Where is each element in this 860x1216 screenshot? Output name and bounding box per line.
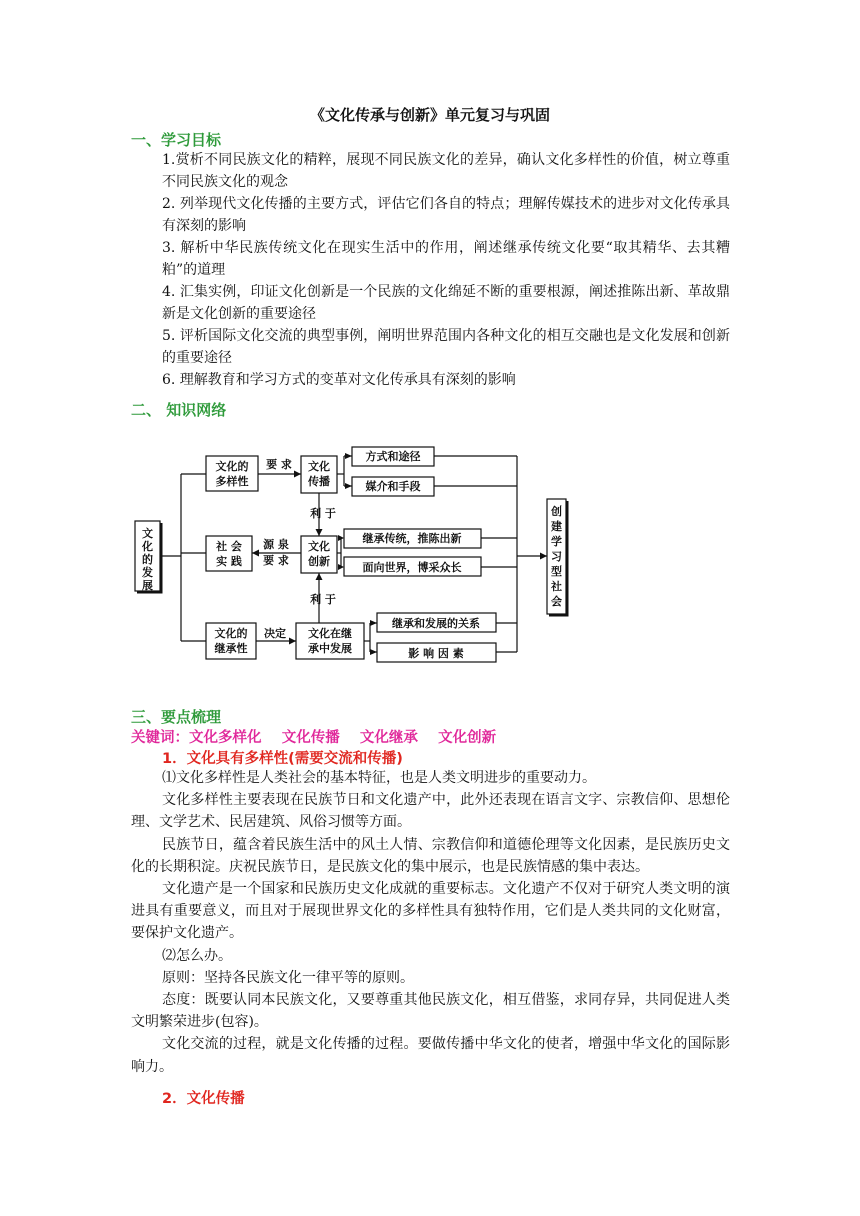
knowledge-network-diagram bbox=[134, 437, 574, 665]
label-tradition: 继承传统，推陈出新 bbox=[362, 532, 462, 545]
develop-line1: 文化在继 bbox=[308, 627, 352, 640]
document-title: 《文化传承与创新》单元复习与巩固 bbox=[309, 106, 550, 124]
spread-line2: 传播 bbox=[308, 475, 330, 488]
innovate-line2: 创新 bbox=[308, 555, 330, 568]
label-factor: 影 响 因 素 bbox=[408, 647, 464, 660]
label-decide: 决定 bbox=[264, 627, 286, 640]
right-char: 建 bbox=[551, 520, 562, 533]
key-points-body bbox=[131, 767, 730, 1078]
left-char: 展 bbox=[142, 579, 153, 592]
subheading-spread: 2．文化传播 bbox=[162, 1091, 245, 1107]
paragraph: 原则：坚持各民族文化一律平等的原则。 bbox=[162, 969, 414, 986]
paragraph: 文化多样性主要表现在民族节日和文化遗产中，此外还表现在语言文字、宗教信仰、思想伦理、文学艺术、民居建筑、风俗习惯等方面。 bbox=[131, 792, 730, 831]
paragraph: 民族节日，蕴含着民族生活中的风土人情、宗教信仰和道德伦理等文化因素，是民族历史文化的长期积淀。庆祝民族节日，是民族文化的集中展示，也是民族情感的集中表达。 bbox=[131, 836, 730, 875]
spread-line1: 文化 bbox=[308, 460, 330, 473]
subheading-diversity: 1．文化具有多样性(需要交流和传播) bbox=[162, 751, 403, 767]
label-source: 源 泉 bbox=[263, 538, 289, 551]
goal-item: 6. 理解教育和学习方式的变革对文化传承具有深刻的影响 bbox=[162, 372, 516, 388]
innovate-line1: 文化 bbox=[308, 540, 330, 553]
left-char: 文 bbox=[142, 527, 153, 540]
label-require: 要 求 bbox=[266, 458, 292, 471]
right-char: 会 bbox=[551, 595, 562, 608]
section-heading-key-points: 三、要点梳理 bbox=[131, 708, 222, 726]
left-char: 的 bbox=[142, 553, 153, 566]
right-char: 型 bbox=[551, 565, 562, 578]
paragraph: ⑵怎么办。 bbox=[162, 947, 232, 964]
paragraph: ⑴文化多样性是人类社会的基本特征，也是人类文明进步的重要动力。 bbox=[162, 770, 596, 786]
inherit-line1: 文化的 bbox=[214, 627, 248, 640]
paragraph: 文化交流的过程，就是文化传播的过程。要做传播中华文化的使者，增强中华文化的国际影响力。 bbox=[131, 1036, 730, 1075]
inherit-line2: 继承性 bbox=[214, 642, 248, 655]
goal-item: 1.赏析不同民族文化的精粹，展现不同民族文化的差异，确认文化多样性的价值，树立尊重不同民族文化的观念 bbox=[162, 152, 730, 190]
label-relation: 继承和发展的关系 bbox=[392, 617, 480, 630]
keywords-line: 关键词：文化多样化 文化传播 文化继承 文化创新 bbox=[131, 730, 497, 746]
diversity-line2: 多样性 bbox=[215, 475, 249, 488]
label-benefit-top: 利 于 bbox=[310, 507, 336, 520]
right-char: 创 bbox=[551, 505, 562, 518]
paragraph: 文化遗产是一个国家和民族历史文化成就的重要标志。文化遗产不仅对于研究人类文明的演进具有重要意义，而且对于展现世界文化的多样性具有独特作用，它们是人类共同的文化财富，要保护文化遗产。 bbox=[131, 881, 730, 942]
paragraph: 态度：既要认同本民族文化，又要尊重其他民族文化，相互借鉴，求同存异，共同促进人类文明繁荣进步(包容)。 bbox=[131, 992, 730, 1031]
label-way: 方式和途径 bbox=[365, 450, 421, 463]
label-benefit-bottom: 利 于 bbox=[310, 593, 336, 606]
right-char: 习 bbox=[551, 550, 562, 563]
goal-item: 4. 汇集实例，印证文化创新是一个民族的文化绵延不断的重要根源，阐述推陈出新、革故鼎新是文化创新的重要途径 bbox=[162, 284, 730, 322]
practice-line1: 社 会 bbox=[216, 540, 242, 553]
section-heading-network: 二、 知识网络 bbox=[131, 401, 227, 419]
right-char: 学 bbox=[551, 535, 562, 548]
goal-item: 5. 评析国际文化交流的典型事例，阐明世界范围内各种文化的相互交融也是文化发展和创新的重要途径 bbox=[162, 328, 730, 366]
left-char: 化 bbox=[142, 540, 153, 553]
goal-item: 3. 解析中华民族传统文化在现实生活中的作用，阐述继承传统文化要“取其精华、去其糟粕”的道理 bbox=[162, 240, 730, 278]
goal-item: 2. 列举现代文化传播的主要方式，评估它们各自的特点；理解传媒技术的进步对文化传承具有深刻的影响 bbox=[162, 196, 730, 234]
learning-goals-list bbox=[162, 149, 730, 391]
label-require2: 要 求 bbox=[263, 554, 289, 567]
develop-line2: 承中发展 bbox=[308, 642, 352, 655]
practice-line2: 实 践 bbox=[216, 555, 242, 568]
left-char: 发 bbox=[142, 566, 153, 579]
label-media: 媒介和手段 bbox=[365, 480, 421, 493]
diversity-line1: 文化的 bbox=[215, 460, 249, 473]
right-char: 社 bbox=[551, 580, 562, 593]
label-world: 面向世界，博采众长 bbox=[362, 561, 462, 574]
section-heading-goals: 一、学习目标 bbox=[131, 131, 222, 149]
